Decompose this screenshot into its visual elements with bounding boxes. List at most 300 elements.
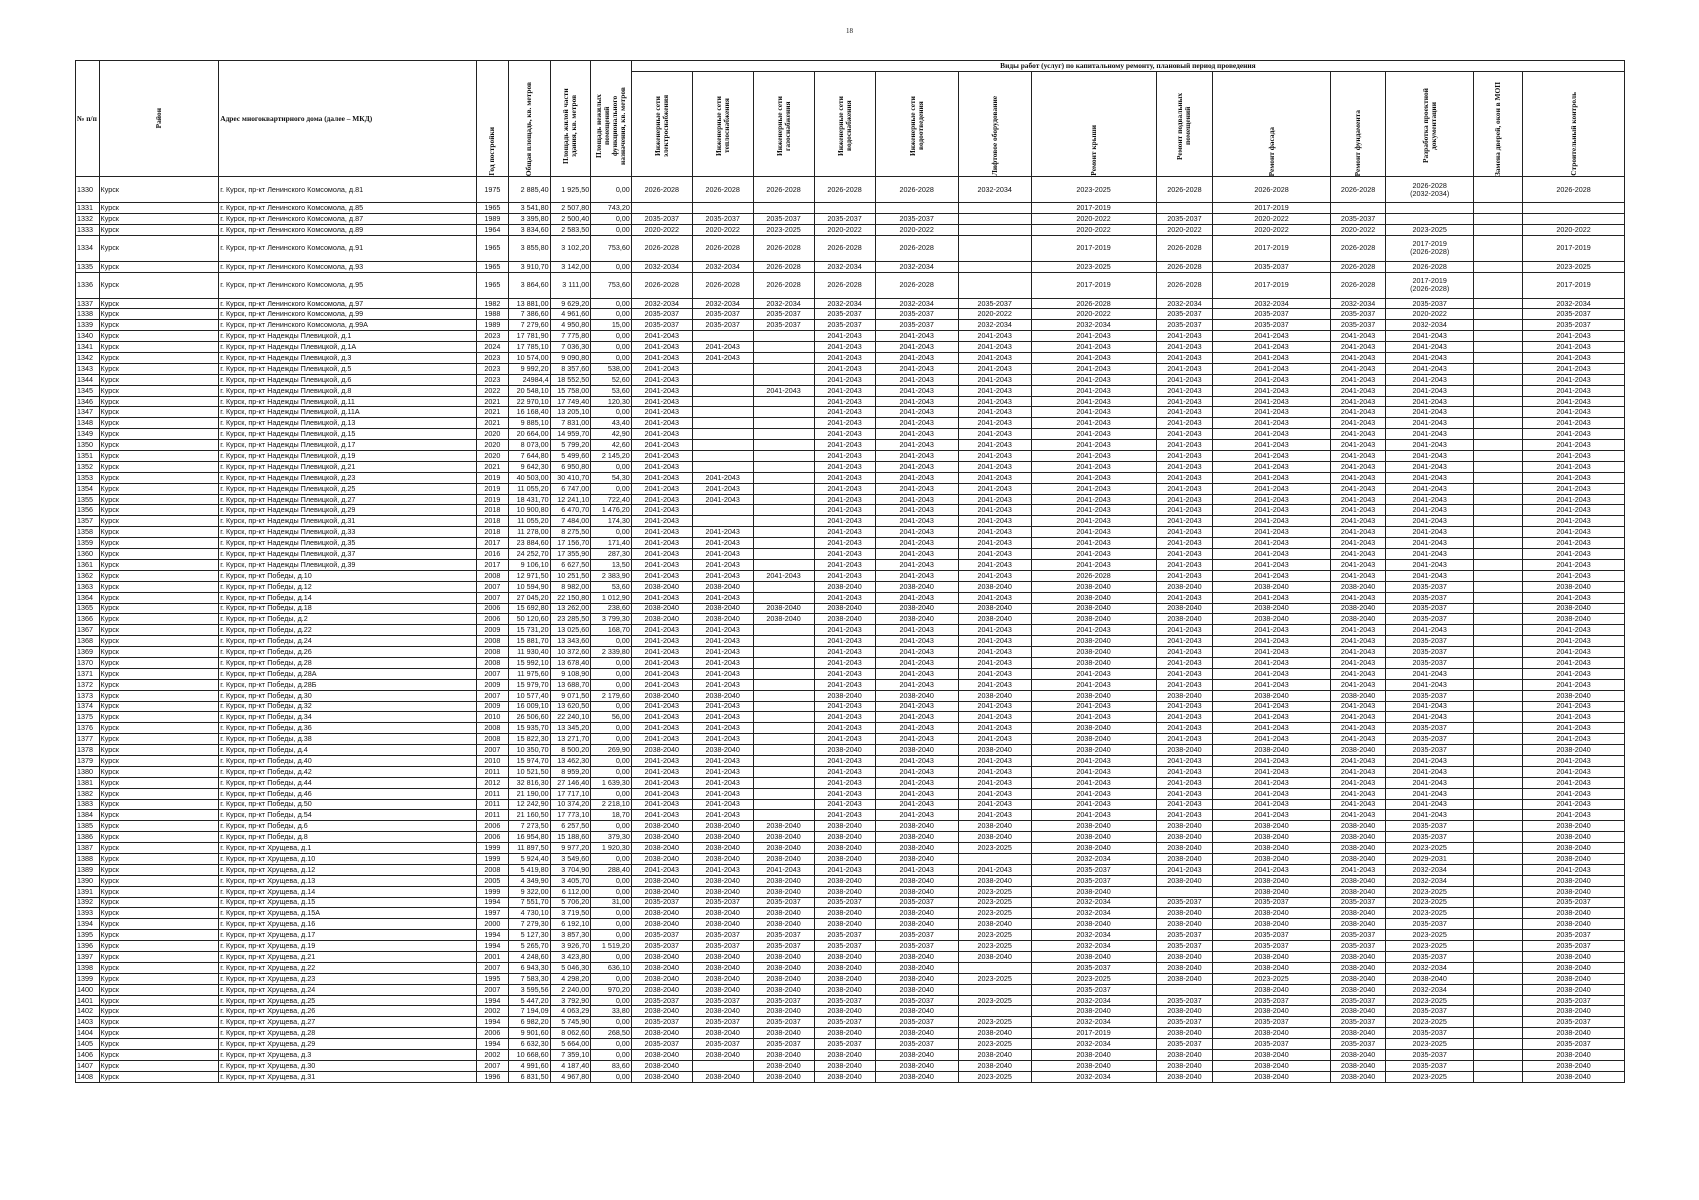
- cell-row-number: 1371: [76, 668, 100, 679]
- cell-foundation-period: 2041-2043: [1330, 527, 1386, 538]
- cell-doors-windows-period: [1474, 451, 1523, 462]
- cell-district: Курск: [99, 832, 219, 843]
- cell-water-period: 2026-2028: [814, 177, 875, 203]
- cell-gas-period: 2035-2037: [753, 320, 814, 331]
- cell-heating-period: 2026-2028: [692, 272, 753, 298]
- cell-heating-period: 2038-2040: [692, 581, 753, 592]
- table-row: [76, 472, 1625, 483]
- cell-construction-control-period: 2041-2043: [1523, 527, 1625, 538]
- cell-electricity-period: 2038-2040: [631, 603, 692, 614]
- cell-gas-period: 2038-2040: [753, 821, 814, 832]
- cell-water-period: 2038-2040: [814, 581, 875, 592]
- cell-district: Курск: [99, 429, 219, 440]
- cell-design-docs-period: 2041-2043: [1386, 810, 1474, 821]
- cell-construction-control-period: 2041-2043: [1523, 538, 1625, 549]
- cell-heating-period: 2038-2040: [692, 1028, 753, 1039]
- cell-doors-windows-period: [1474, 799, 1523, 810]
- cell-foundation-period: 2041-2043: [1330, 559, 1386, 570]
- cell-basement-period: 2038-2040: [1156, 745, 1213, 756]
- cell-facade-period: 2038-2040: [1213, 745, 1331, 756]
- cell-design-docs-period: 2026-2028 (2032-2034): [1386, 177, 1474, 203]
- cell-electricity-period: 2038-2040: [631, 853, 692, 864]
- table-row: [76, 1060, 1625, 1071]
- cell-sewer-period: 2032-2034: [875, 298, 958, 309]
- cell-electricity-period: 2041-2043: [631, 418, 692, 429]
- cell-gas-period: [753, 429, 814, 440]
- cell-address: г. Курск, пр-кт Победы, д.22: [219, 625, 477, 636]
- table-row: [76, 570, 1625, 581]
- cell-basement-period: 2035-2037: [1156, 930, 1213, 941]
- cell-living-area: 13 205,10: [550, 407, 591, 418]
- cell-gas-period: [753, 777, 814, 788]
- cell-sewer-period: 2038-2040: [875, 821, 958, 832]
- cell-design-docs-period: 2041-2043: [1386, 494, 1474, 505]
- cell-row-number: 1330: [76, 177, 100, 203]
- cell-gas-period: [753, 788, 814, 799]
- cell-address: г. Курск, пр-кт Ленинского Комсомола, д.87: [219, 213, 477, 224]
- cell-sewer-period: 2035-2037: [875, 1039, 958, 1050]
- cell-roof-period: 2023-2025: [1031, 177, 1156, 203]
- cell-living-area: 13 262,00: [550, 603, 591, 614]
- cell-foundation-period: 2041-2043: [1330, 483, 1386, 494]
- cell-basement-period: 2041-2043: [1156, 559, 1213, 570]
- cell-address: г. Курск, пр-кт Хрущева, д.13: [219, 875, 477, 886]
- cell-elevator-period: 2041-2043: [958, 734, 1031, 745]
- cell-living-area: 15 758,00: [550, 385, 591, 396]
- table-row: [76, 745, 1625, 756]
- cell-build-year: 1975: [476, 177, 508, 203]
- cell-facade-period: 2020-2022: [1213, 213, 1331, 224]
- cell-design-docs-period: 2023-2025: [1386, 1071, 1474, 1082]
- cell-nonresidential-area: 753,60: [591, 272, 632, 298]
- cell-living-area: 8 275,50: [550, 527, 591, 538]
- cell-facade-period: 2041-2043: [1213, 451, 1331, 462]
- cell-sewer-period: 2041-2043: [875, 625, 958, 636]
- cell-living-area: 8 357,60: [550, 363, 591, 374]
- header-total-area: Общая площадь, кв. метров: [508, 61, 550, 177]
- cell-design-docs-period: 2041-2043: [1386, 538, 1474, 549]
- cell-build-year: 2007: [476, 668, 508, 679]
- cell-nonresidential-area: 33,80: [591, 1006, 632, 1017]
- cell-foundation-period: 2041-2043: [1330, 451, 1386, 462]
- cell-total-area: 26 506,60: [508, 712, 550, 723]
- cell-roof-period: 2032-2034: [1031, 941, 1156, 952]
- cell-address: г. Курск, пр-кт Хрущева, д.12: [219, 864, 477, 875]
- cell-design-docs-period: 2041-2043: [1386, 777, 1474, 788]
- cell-nonresidential-area: 268,50: [591, 1028, 632, 1039]
- cell-electricity-period: 2035-2037: [631, 930, 692, 941]
- cell-design-docs-period: 2023-2025: [1386, 1039, 1474, 1050]
- cell-roof-period: 2041-2043: [1031, 679, 1156, 690]
- header-work-type: Ремонт фасада: [1213, 72, 1331, 177]
- cell-roof-period: 2041-2043: [1031, 483, 1156, 494]
- cell-build-year: 2011: [476, 766, 508, 777]
- cell-design-docs-period: 2041-2043: [1386, 440, 1474, 451]
- cell-build-year: 1999: [476, 886, 508, 897]
- cell-construction-control-period: 2038-2040: [1523, 886, 1625, 897]
- cell-total-area: 16 009,10: [508, 701, 550, 712]
- cell-roof-period: 2041-2043: [1031, 396, 1156, 407]
- cell-nonresidential-area: 0,00: [591, 734, 632, 745]
- cell-roof-period: 2017-2019: [1031, 203, 1156, 214]
- cell-build-year: 1982: [476, 298, 508, 309]
- cell-gas-period: [753, 374, 814, 385]
- table-row: [76, 494, 1625, 505]
- cell-basement-period: 2020-2022: [1156, 224, 1213, 235]
- cell-address: г. Курск, пр-кт Хрущева, д.27: [219, 1017, 477, 1028]
- cell-living-area: 10 251,50: [550, 570, 591, 581]
- cell-district: Курск: [99, 810, 219, 821]
- table-row: [76, 549, 1625, 560]
- table-row: [76, 396, 1625, 407]
- cell-construction-control-period: 2026-2028: [1523, 177, 1625, 203]
- cell-design-docs-period: 2032-2034: [1386, 875, 1474, 886]
- cell-address: г. Курск, пр-кт Победы, д.8: [219, 832, 477, 843]
- cell-nonresidential-area: 269,90: [591, 745, 632, 756]
- cell-row-number: 1349: [76, 429, 100, 440]
- cell-design-docs-period: 2032-2034: [1386, 320, 1474, 331]
- cell-build-year: 2008: [476, 723, 508, 734]
- table-row: [76, 407, 1625, 418]
- table-row: [76, 272, 1625, 298]
- cell-facade-period: 2038-2040: [1213, 1006, 1331, 1017]
- cell-roof-period: 2038-2040: [1031, 821, 1156, 832]
- table-header: [76, 61, 1625, 177]
- cell-row-number: 1394: [76, 919, 100, 930]
- cell-design-docs-period: 2041-2043: [1386, 472, 1474, 483]
- cell-electricity-period: 2038-2040: [631, 973, 692, 984]
- cell-address: г. Курск, пр-кт Хрущева, д.29: [219, 1039, 477, 1050]
- cell-row-number: 1377: [76, 734, 100, 745]
- cell-living-area: 7 036,30: [550, 342, 591, 353]
- cell-water-period: 2041-2043: [814, 429, 875, 440]
- cell-total-area: 24984,4: [508, 374, 550, 385]
- cell-heating-period: 2041-2043: [692, 723, 753, 734]
- cell-row-number: 1373: [76, 690, 100, 701]
- cell-elevator-period: 2023-2025: [958, 843, 1031, 854]
- header-work-type: Инженерные сети электроснабжения: [631, 72, 692, 177]
- cell-electricity-period: [631, 203, 692, 214]
- cell-build-year: 2007: [476, 745, 508, 756]
- cell-basement-period: 2041-2043: [1156, 516, 1213, 527]
- cell-row-number: 1366: [76, 614, 100, 625]
- header-living-area: Площадь жилой части здания, кв. метров: [550, 61, 591, 177]
- cell-row-number: 1360: [76, 549, 100, 560]
- cell-address: г. Курск, пр-кт Победы, д.4: [219, 745, 477, 756]
- cell-elevator-period: 2041-2043: [958, 701, 1031, 712]
- cell-electricity-period: 2038-2040: [631, 908, 692, 919]
- table-row: [76, 1028, 1625, 1039]
- cell-construction-control-period: 2038-2040: [1523, 603, 1625, 614]
- cell-living-area: 3 719,50: [550, 908, 591, 919]
- cell-total-area: 2 885,40: [508, 177, 550, 203]
- cell-row-number: 1382: [76, 788, 100, 799]
- cell-sewer-period: 2035-2037: [875, 995, 958, 1006]
- cell-facade-period: 2038-2040: [1213, 690, 1331, 701]
- cell-design-docs-period: 2035-2037: [1386, 832, 1474, 843]
- cell-living-area: 17 717,10: [550, 788, 591, 799]
- cell-total-area: 10 577,40: [508, 690, 550, 701]
- cell-foundation-period: 2038-2040: [1330, 973, 1386, 984]
- cell-design-docs-period: 2041-2043: [1386, 549, 1474, 560]
- cell-nonresidential-area: 0,00: [591, 952, 632, 963]
- cell-basement-period: 2041-2043: [1156, 483, 1213, 494]
- cell-foundation-period: 2041-2043: [1330, 625, 1386, 636]
- cell-construction-control-period: 2041-2043: [1523, 516, 1625, 527]
- table-row: [76, 668, 1625, 679]
- cell-basement-period: 2041-2043: [1156, 647, 1213, 658]
- cell-build-year: 2021: [476, 396, 508, 407]
- cell-district: Курск: [99, 777, 219, 788]
- cell-roof-period: 2038-2040: [1031, 745, 1156, 756]
- cell-nonresidential-area: 0,00: [591, 636, 632, 647]
- cell-address: г. Курск, пр-кт Надежды Плевицкой, д.39: [219, 559, 477, 570]
- cell-electricity-period: 2041-2043: [631, 592, 692, 603]
- cell-row-number: 1344: [76, 374, 100, 385]
- table-row: [76, 581, 1625, 592]
- cell-water-period: 2041-2043: [814, 701, 875, 712]
- cell-construction-control-period: 2041-2043: [1523, 777, 1625, 788]
- cell-construction-control-period: 2038-2040: [1523, 1050, 1625, 1061]
- cell-living-area: 6 470,70: [550, 505, 591, 516]
- cell-design-docs-period: 2041-2043: [1386, 396, 1474, 407]
- cell-roof-period: 2035-2037: [1031, 962, 1156, 973]
- cell-sewer-period: 2035-2037: [875, 309, 958, 320]
- cell-water-period: 2041-2043: [814, 538, 875, 549]
- cell-build-year: 2011: [476, 788, 508, 799]
- cell-design-docs-period: 2032-2034: [1386, 962, 1474, 973]
- cell-address: г. Курск, пр-кт Ленинского Комсомола, д.97: [219, 298, 477, 309]
- table-row: [76, 908, 1625, 919]
- cell-build-year: 1994: [476, 897, 508, 908]
- cell-living-area: 2 500,40: [550, 213, 591, 224]
- cell-water-period: 2041-2043: [814, 734, 875, 745]
- cell-foundation-period: 2041-2043: [1330, 505, 1386, 516]
- cell-facade-period: 2041-2043: [1213, 331, 1331, 342]
- cell-gas-period: 2038-2040: [753, 919, 814, 930]
- cell-total-area: 20 548,10: [508, 385, 550, 396]
- cell-row-number: 1375: [76, 712, 100, 723]
- cell-address: г. Курск, пр-кт Хрущева, д.15А: [219, 908, 477, 919]
- cell-foundation-period: 2038-2040: [1330, 1071, 1386, 1082]
- cell-foundation-period: 2038-2040: [1330, 1060, 1386, 1071]
- cell-foundation-period: [1330, 203, 1386, 214]
- cell-row-number: 1339: [76, 320, 100, 331]
- cell-build-year: 2022: [476, 385, 508, 396]
- cell-row-number: 1397: [76, 952, 100, 963]
- cell-address: г. Курск, пр-кт Надежды Плевицкой, д.8: [219, 385, 477, 396]
- cell-roof-period: 2035-2037: [1031, 875, 1156, 886]
- cell-sewer-period: 2026-2028: [875, 235, 958, 261]
- cell-sewer-period: 2041-2043: [875, 429, 958, 440]
- cell-facade-period: 2032-2034: [1213, 298, 1331, 309]
- cell-foundation-period: 2041-2043: [1330, 429, 1386, 440]
- cell-nonresidential-area: 0,00: [591, 1050, 632, 1061]
- cell-water-period: 2041-2043: [814, 723, 875, 734]
- cell-construction-control-period: 2041-2043: [1523, 636, 1625, 647]
- cell-basement-period: 2041-2043: [1156, 396, 1213, 407]
- cell-electricity-period: 2035-2037: [631, 1039, 692, 1050]
- cell-water-period: [814, 203, 875, 214]
- cell-doors-windows-period: [1474, 213, 1523, 224]
- cell-doors-windows-period: [1474, 962, 1523, 973]
- cell-gas-period: [753, 745, 814, 756]
- cell-build-year: 2008: [476, 636, 508, 647]
- cell-construction-control-period: 2038-2040: [1523, 908, 1625, 919]
- cell-water-period: 2041-2043: [814, 353, 875, 364]
- cell-gas-period: [753, 647, 814, 658]
- cell-build-year: 2002: [476, 1006, 508, 1017]
- cell-build-year: 1994: [476, 1017, 508, 1028]
- cell-gas-period: [753, 440, 814, 451]
- cell-construction-control-period: [1523, 203, 1625, 214]
- cell-electricity-period: 2038-2040: [631, 886, 692, 897]
- cell-water-period: 2041-2043: [814, 472, 875, 483]
- cell-elevator-period: 2020-2022: [958, 309, 1031, 320]
- cell-heating-period: 2041-2043: [692, 636, 753, 647]
- cell-construction-control-period: 2041-2043: [1523, 712, 1625, 723]
- cell-construction-control-period: 2041-2043: [1523, 625, 1625, 636]
- cell-address: г. Курск, пр-кт Надежды Плевицкой, д.25: [219, 483, 477, 494]
- cell-foundation-period: 2038-2040: [1330, 581, 1386, 592]
- cell-sewer-period: 2041-2043: [875, 418, 958, 429]
- cell-address: г. Курск, пр-кт Хрущева, д.28: [219, 1028, 477, 1039]
- cell-construction-control-period: 2038-2040: [1523, 581, 1625, 592]
- table-row: [76, 919, 1625, 930]
- cell-district: Курск: [99, 919, 219, 930]
- cell-roof-period: 2038-2040: [1031, 581, 1156, 592]
- cell-living-area: 3 423,80: [550, 952, 591, 963]
- cell-sewer-period: 2041-2043: [875, 494, 958, 505]
- cell-sewer-period: 2041-2043: [875, 342, 958, 353]
- cell-nonresidential-area: 0,00: [591, 353, 632, 364]
- cell-district: Курск: [99, 734, 219, 745]
- cell-foundation-period: 2038-2040: [1330, 853, 1386, 864]
- cell-nonresidential-area: 13,50: [591, 559, 632, 570]
- cell-facade-period: 2035-2037: [1213, 1039, 1331, 1050]
- cell-facade-period: 2041-2043: [1213, 679, 1331, 690]
- cell-water-period: 2041-2043: [814, 810, 875, 821]
- cell-district: Курск: [99, 962, 219, 973]
- cell-row-number: 1389: [76, 864, 100, 875]
- cell-roof-period: 2041-2043: [1031, 472, 1156, 483]
- table-row: [76, 832, 1625, 843]
- cell-construction-control-period: 2038-2040: [1523, 1006, 1625, 1017]
- cell-roof-period: 2038-2040: [1031, 952, 1156, 963]
- cell-water-period: 2041-2043: [814, 451, 875, 462]
- cell-build-year: 2020: [476, 429, 508, 440]
- cell-total-area: 6 982,20: [508, 1017, 550, 1028]
- cell-sewer-period: 2038-2040: [875, 745, 958, 756]
- cell-living-area: 10 372,60: [550, 647, 591, 658]
- cell-living-area: 27 146,40: [550, 777, 591, 788]
- cell-water-period: 2038-2040: [814, 1006, 875, 1017]
- cell-total-area: 10 668,60: [508, 1050, 550, 1061]
- cell-living-area: 6 747,00: [550, 483, 591, 494]
- cell-build-year: 2023: [476, 353, 508, 364]
- cell-nonresidential-area: 0,00: [591, 886, 632, 897]
- cell-total-area: 7 551,70: [508, 897, 550, 908]
- cell-water-period: 2038-2040: [814, 962, 875, 973]
- cell-sewer-period: 2038-2040: [875, 581, 958, 592]
- cell-elevator-period: 2038-2040: [958, 1060, 1031, 1071]
- cell-water-period: 2041-2043: [814, 483, 875, 494]
- cell-water-period: 2041-2043: [814, 559, 875, 570]
- cell-basement-period: 2041-2043: [1156, 799, 1213, 810]
- cell-heating-period: [692, 363, 753, 374]
- cell-row-number: 1342: [76, 353, 100, 364]
- table-row: [76, 690, 1625, 701]
- cell-foundation-period: 2041-2043: [1330, 396, 1386, 407]
- table-row: [76, 527, 1625, 538]
- cell-build-year: 2008: [476, 657, 508, 668]
- cell-heating-period: 2041-2043: [692, 625, 753, 636]
- cell-foundation-period: 2041-2043: [1330, 516, 1386, 527]
- table-row: [76, 930, 1625, 941]
- cell-gas-period: 2026-2028: [753, 235, 814, 261]
- cell-electricity-period: 2032-2034: [631, 298, 692, 309]
- cell-electricity-period: 2041-2043: [631, 755, 692, 766]
- cell-nonresidential-area: 171,40: [591, 538, 632, 549]
- cell-electricity-period: 2038-2040: [631, 1006, 692, 1017]
- cell-electricity-period: 2041-2043: [631, 527, 692, 538]
- cell-basement-period: 2041-2043: [1156, 505, 1213, 516]
- cell-elevator-period: 2041-2043: [958, 505, 1031, 516]
- table-row: [76, 298, 1625, 309]
- cell-construction-control-period: 2041-2043: [1523, 385, 1625, 396]
- cell-gas-period: [753, 799, 814, 810]
- cell-facade-period: 2035-2037: [1213, 930, 1331, 941]
- cell-address: г. Курск, пр-кт Победы, д.26: [219, 647, 477, 658]
- cell-doors-windows-period: [1474, 440, 1523, 451]
- cell-heating-period: 2041-2043: [692, 668, 753, 679]
- cell-living-area: 3 792,90: [550, 995, 591, 1006]
- cell-total-area: 10 574,00: [508, 353, 550, 364]
- cell-sewer-period: 2035-2037: [875, 941, 958, 952]
- cell-total-area: 3 395,80: [508, 213, 550, 224]
- cell-elevator-period: [958, 853, 1031, 864]
- cell-heating-period: 2038-2040: [692, 886, 753, 897]
- cell-build-year: 2018: [476, 516, 508, 527]
- cell-design-docs-period: 2041-2043: [1386, 483, 1474, 494]
- cell-foundation-period: 2035-2037: [1330, 930, 1386, 941]
- cell-basement-period: 2026-2028: [1156, 261, 1213, 272]
- cell-living-area: 9 977,20: [550, 843, 591, 854]
- cell-water-period: 2026-2028: [814, 235, 875, 261]
- cell-design-docs-period: 2041-2043: [1386, 712, 1474, 723]
- cell-basement-period: 2041-2043: [1156, 385, 1213, 396]
- cell-address: г. Курск, пр-кт Победы, д.38: [219, 734, 477, 745]
- cell-elevator-period: 2041-2043: [958, 636, 1031, 647]
- cell-electricity-period: 2038-2040: [631, 690, 692, 701]
- cell-roof-period: 2038-2040: [1031, 886, 1156, 897]
- cell-nonresidential-area: 0,00: [591, 755, 632, 766]
- cell-doors-windows-period: [1474, 483, 1523, 494]
- cell-facade-period: 2041-2043: [1213, 549, 1331, 560]
- cell-living-area: 7 775,80: [550, 331, 591, 342]
- cell-construction-control-period: 2038-2040: [1523, 1028, 1625, 1039]
- cell-facade-period: 2041-2043: [1213, 363, 1331, 374]
- cell-build-year: 2019: [476, 494, 508, 505]
- cell-water-period: 2041-2043: [814, 505, 875, 516]
- cell-living-area: 6 950,80: [550, 461, 591, 472]
- cell-gas-period: [753, 549, 814, 560]
- cell-gas-period: [753, 203, 814, 214]
- cell-foundation-period: 2026-2028: [1330, 177, 1386, 203]
- cell-water-period: 2041-2043: [814, 592, 875, 603]
- cell-district: Курск: [99, 886, 219, 897]
- cell-facade-period: 2041-2043: [1213, 353, 1331, 364]
